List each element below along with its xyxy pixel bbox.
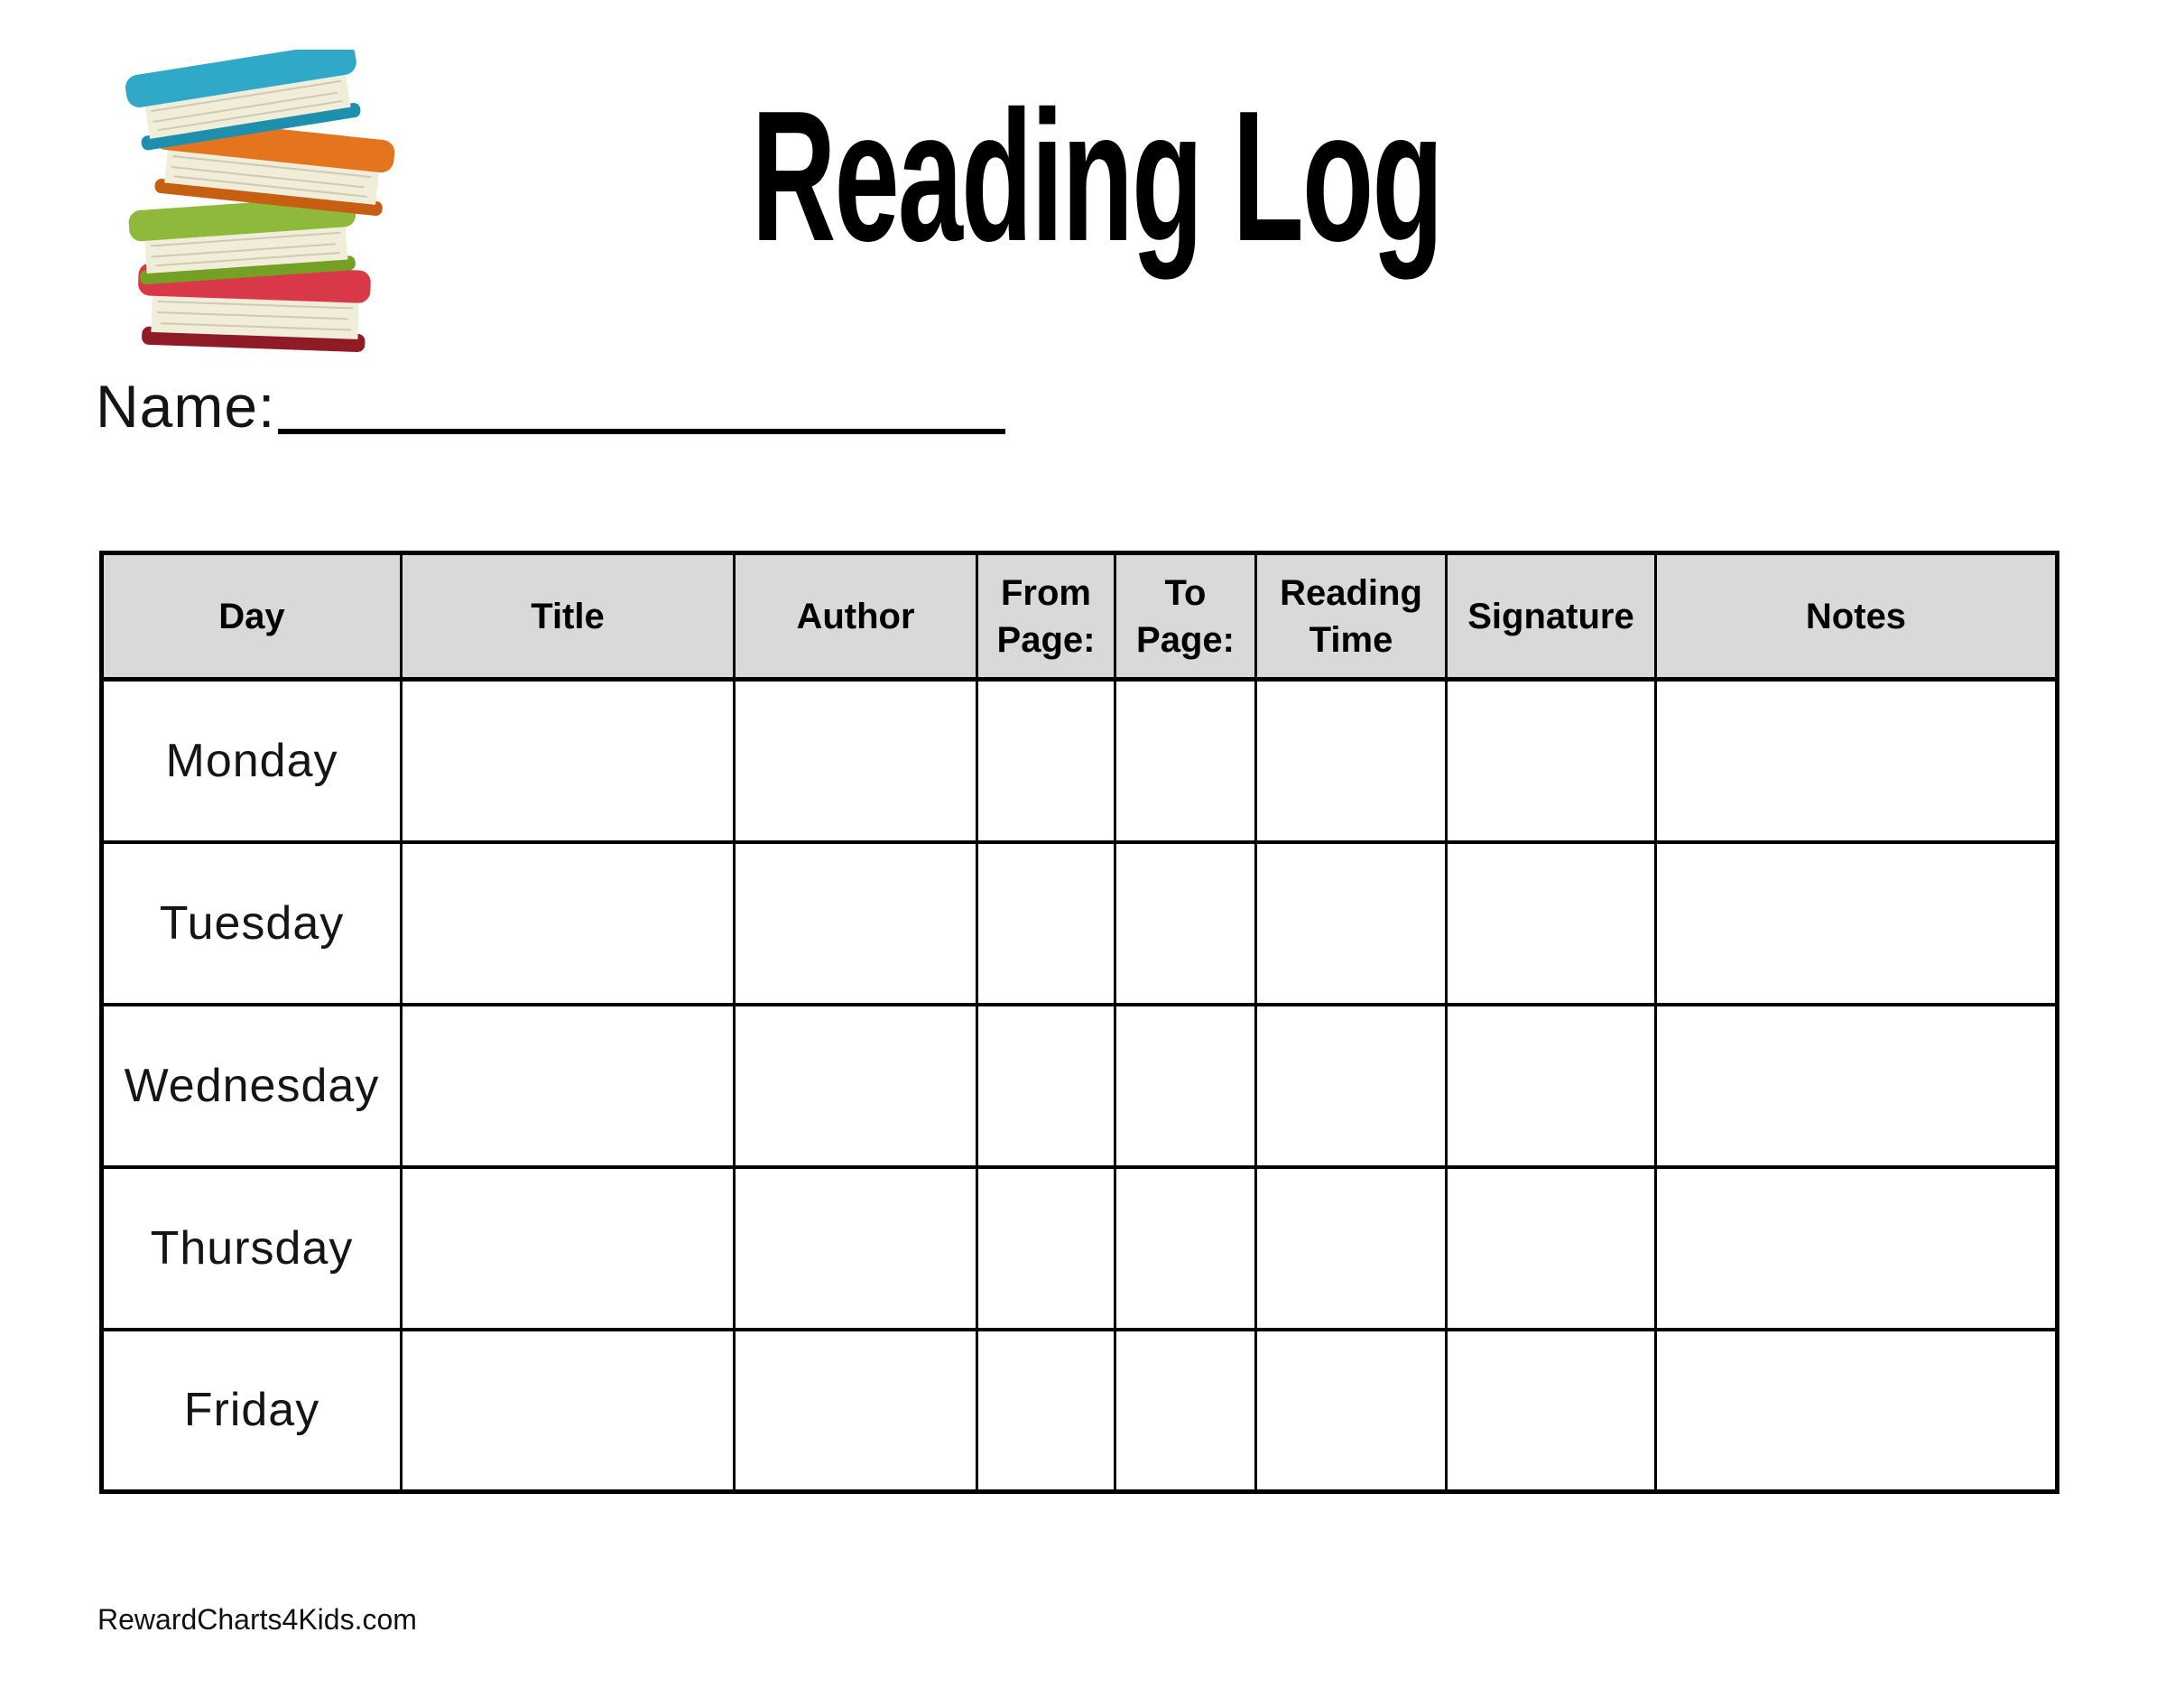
log-cell-monday-from-page[interactable] <box>977 680 1115 842</box>
log-cell-tuesday-signature[interactable] <box>1447 842 1656 1005</box>
log-cell-wednesday-reading-time[interactable] <box>1256 1005 1447 1167</box>
log-cell-friday-from-page[interactable] <box>977 1330 1115 1492</box>
table-row-monday <box>102 680 2058 842</box>
log-cell-friday-signature[interactable] <box>1447 1330 1656 1492</box>
footer-website: RewardCharts4Kids.com <box>97 1603 417 1636</box>
name-underline[interactable] <box>278 429 1005 434</box>
log-cell-monday-signature[interactable] <box>1447 680 1656 842</box>
table-row-tuesday <box>102 842 2058 1005</box>
log-cell-tuesday-from-page[interactable] <box>977 842 1115 1005</box>
table-row-wednesday <box>102 1005 2058 1167</box>
day-label-wednesday: Wednesday <box>102 1005 402 1167</box>
log-cell-monday-author[interactable] <box>735 680 977 842</box>
log-cell-friday-to-page[interactable] <box>1115 1330 1256 1492</box>
log-cell-wednesday-from-page[interactable] <box>977 1005 1115 1167</box>
log-cell-thursday-notes[interactable] <box>1656 1167 2058 1330</box>
log-cell-tuesday-author[interactable] <box>735 842 977 1005</box>
log-cell-thursday-signature[interactable] <box>1447 1167 1656 1330</box>
column-header-title: Title <box>402 553 735 680</box>
column-header-signature: Signature <box>1447 553 1656 680</box>
log-cell-tuesday-to-page[interactable] <box>1115 842 1256 1005</box>
log-cell-thursday-title[interactable] <box>402 1167 735 1330</box>
log-cell-wednesday-signature[interactable] <box>1447 1005 1656 1167</box>
log-cell-friday-reading-time[interactable] <box>1256 1330 1447 1492</box>
table-header <box>102 553 2058 680</box>
log-cell-thursday-to-page[interactable] <box>1115 1167 1256 1330</box>
column-header-to-page: To Page: <box>1115 553 1256 680</box>
log-cell-monday-notes[interactable] <box>1656 680 2058 842</box>
log-cell-wednesday-notes[interactable] <box>1656 1005 2058 1167</box>
log-cell-thursday-reading-time[interactable] <box>1256 1167 1447 1330</box>
column-header-day: Day <box>102 553 402 680</box>
column-header-from-page: From Page: <box>977 553 1115 680</box>
log-cell-monday-to-page[interactable] <box>1115 680 1256 842</box>
log-cell-tuesday-reading-time[interactable] <box>1256 842 1447 1005</box>
log-cell-wednesday-to-page[interactable] <box>1115 1005 1256 1167</box>
log-cell-friday-title[interactable] <box>402 1330 735 1492</box>
log-cell-wednesday-author[interactable] <box>735 1005 977 1167</box>
log-cell-tuesday-notes[interactable] <box>1656 842 2058 1005</box>
name-label: Name: <box>96 373 276 440</box>
log-cell-thursday-from-page[interactable] <box>977 1167 1115 1330</box>
log-cell-monday-title[interactable] <box>402 680 735 842</box>
log-cell-friday-author[interactable] <box>735 1330 977 1492</box>
day-label-monday: Monday <box>102 680 402 842</box>
log-cell-friday-notes[interactable] <box>1656 1330 2058 1492</box>
page-header <box>0 72 2184 280</box>
page-title: Reading Log <box>751 72 1442 280</box>
column-header-reading-time: Reading Time <box>1256 553 1447 680</box>
table-row-thursday <box>102 1167 2058 1330</box>
column-header-author: Author <box>735 553 977 680</box>
log-cell-wednesday-title[interactable] <box>402 1005 735 1167</box>
column-header-notes: Notes <box>1656 553 2058 680</box>
log-cell-tuesday-title[interactable] <box>402 842 735 1005</box>
name-field <box>96 374 1005 441</box>
log-cell-monday-reading-time[interactable] <box>1256 680 1447 842</box>
header-row <box>102 553 2058 680</box>
table-row-friday <box>102 1330 2058 1492</box>
day-label-thursday: Thursday <box>102 1167 402 1330</box>
reading-log-table <box>99 551 2059 1494</box>
day-label-friday: Friday <box>102 1330 402 1492</box>
log-cell-thursday-author[interactable] <box>735 1167 977 1330</box>
day-label-tuesday: Tuesday <box>102 842 402 1005</box>
